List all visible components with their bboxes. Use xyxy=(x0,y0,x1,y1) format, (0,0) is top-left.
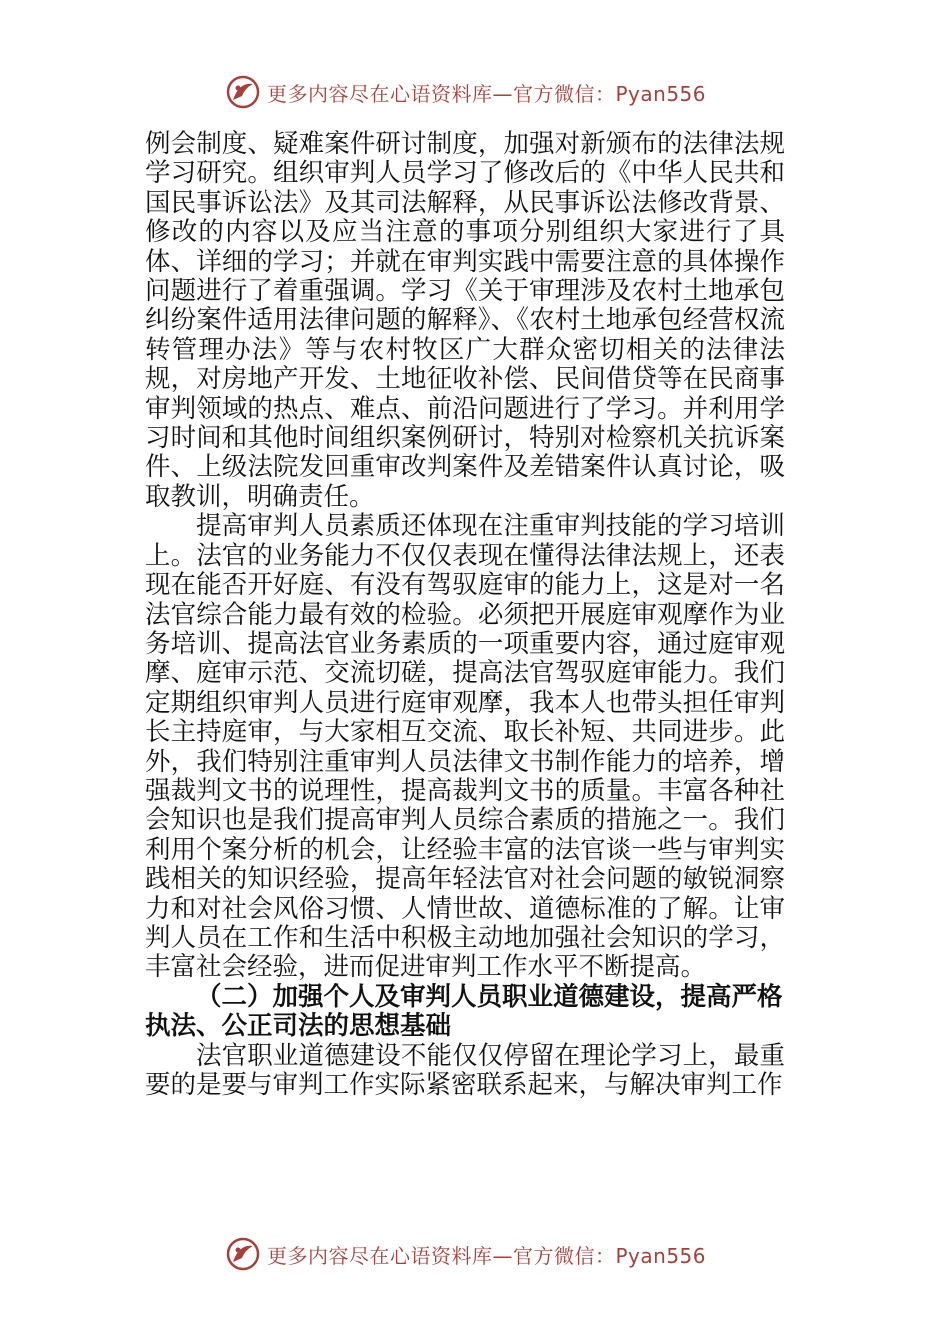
watermark-text: 更多内容尽在心语资料库—官方微信：Pyan556 xyxy=(267,1243,707,1268)
watermark-text: 更多内容尽在心语资料库—官方微信：Pyan556 xyxy=(267,81,707,106)
paragraph: 法官职业道德建设不能仅仅停留在理论学习上，最重要的是要与审判工作实际紧密联系起来，与解决审判工作 xyxy=(145,1040,785,1100)
section-heading: （二）加强个人及审判人员职业道德建设，提高严格执法、公正司法的思想基础 xyxy=(145,981,783,1042)
paragraph: 例会制度、疑难案件研讨制度，加强对新颁布的法律法规学习研究。组织审判人员学习了修改后的《中华人民共和国民事诉讼法》及其司法解释，从民事诉讼法修改背景、修改的内容以及应当注意的事项分别组织大家进行了具体、详细的学习；并就在审判实践中需要注意的具体操作问题进行了着重强调。学习《关于审理涉及农村土地承包纠纷案件适用法律问题的解释》、《农村土地承包经营权流转管理办法》等与农村牧区广大群众密切相关的法律法规，对房地产开发、土地征收补偿、民间借贷等在民商事审判领域的热点、难点、前沿问题进行了学习。并利用学习时间和其他时间组织案例研讨，特别对检察机关抗诉案件、上级法院发回重审改判案件及差错案件认真讨论，吸取教训，明确责任。 xyxy=(145,129,785,512)
logo-icon xyxy=(225,74,261,110)
header-watermark xyxy=(225,72,745,112)
document-body xyxy=(145,130,785,1100)
logo-icon xyxy=(225,1236,261,1272)
footer-watermark xyxy=(225,1234,745,1274)
paragraph: 提高审判人员素质还体现在注重审判技能的学习培训上。法官的业务能力不仅仅表现在懂得法律法规上，还表现在能否开好庭、有没有驾驭庭审的能力上，这是对一名法官综合能力最有效的检验。必须把开展庭审观摩作为业务培训、提高法官业务素质的一项重要内容，通过庭审观摩、庭审示范、交流切磋，提高法官驾驭庭审能力。我们定期组织审判人员进行庭审观摩，我本人也带头担任审判长主持庭审，与大家相互交流、取长补短、共同进步。此外，我们特别注重审判人员法律文书制作能力的培养，增强裁判文书的说理性，提高裁判文书的质量。丰富各种社会知识也是我们提高审判人员综合素质的措施之一。我们利用个案分析的机会，让经验丰富的法官谈一些与审判实践相关的知识经验，提高年轻法官对社会问题的敏锐洞察力和对社会风俗习惯、人情世故、道德标准的了解。让审判人员在工作和生活中积极主动地加强社会知识的学习，丰富社会经验，进而促进审判工作水平不断提高。 xyxy=(145,511,785,983)
